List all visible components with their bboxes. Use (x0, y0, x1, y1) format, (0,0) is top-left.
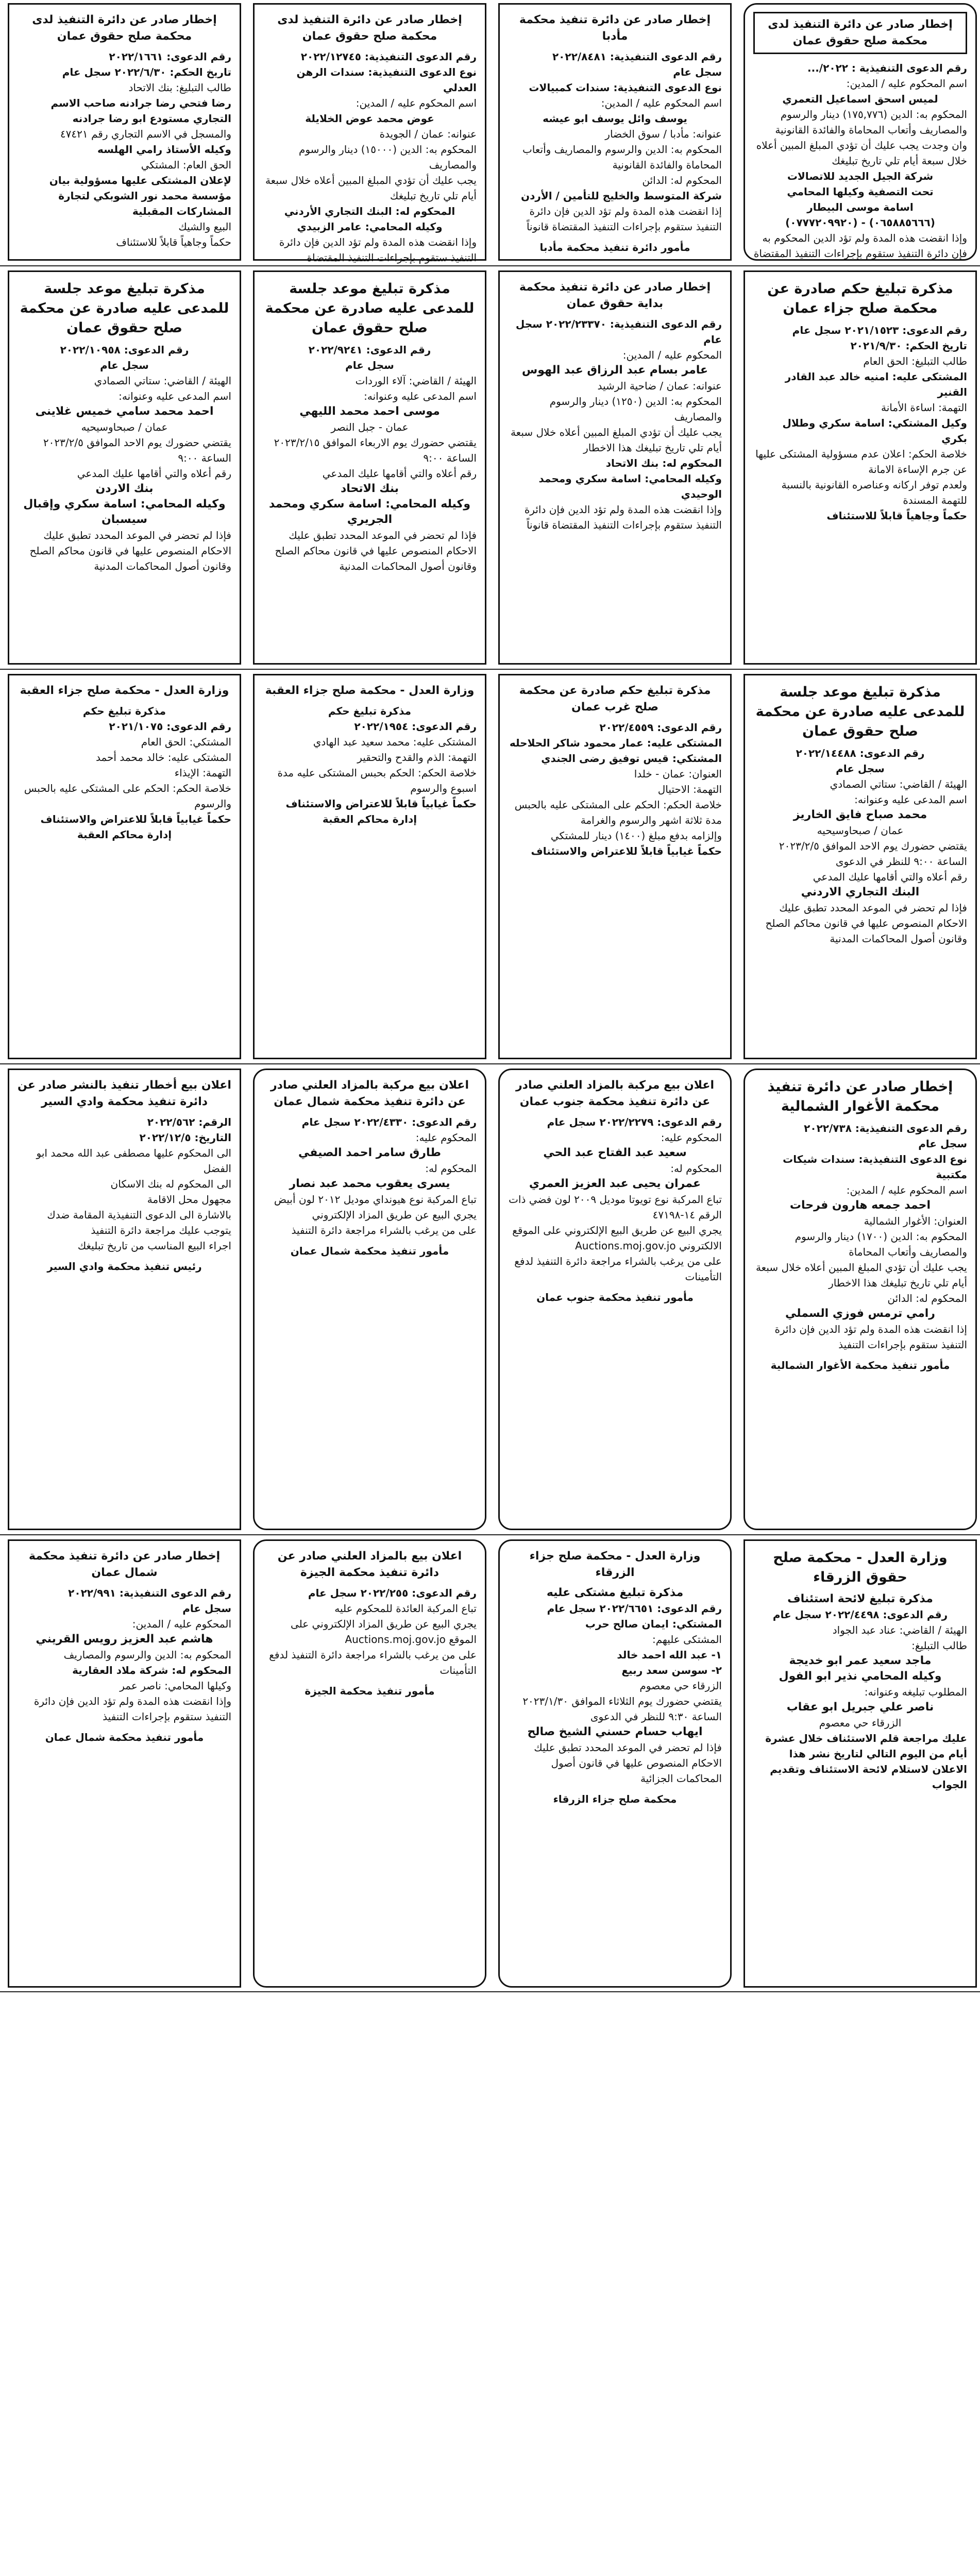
notice-line: اسم المحكوم عليه / المدين: (601, 97, 722, 109)
notice-footer: مأمور تنفيذ محكمة شمال عمان (290, 1245, 449, 1257)
notice-line: عنوانه: مأدبا / سوق الخضار (605, 128, 722, 140)
notice (744, 674, 977, 1059)
notice-line: ولعدم توفر اركانه وعناصره القانونية بالنسبة للتهمة المسندة (781, 479, 967, 506)
notice-line: تباع المركبة العائدة للمحكوم عليه (334, 1602, 477, 1615)
column-1 (740, 0, 980, 2576)
notice-line: إذا انقضت هذه المدة ولم تؤد الدين فإن دائرة التنفيذ ستقوم بإجراءات التنفيذ (774, 1323, 967, 1351)
notice-line: رضا فتحي رضا جرادنه صاحب الاسم التجاري مستودع ابو رضا جرادنه (50, 97, 231, 125)
notice-line: نوع الدعوى التنفيذية: سندات الرهن العدلي (296, 66, 477, 94)
notice-line: وكيله المحامي: عامر الزبيدي (297, 221, 443, 233)
notice-line: رقم الدعوى التنفيذية: ٢٠٢٢/٨٤٨١ (552, 50, 722, 63)
notice-line: المشتكى عليهم: (652, 1633, 722, 1646)
notice-line: الى المحكوم له بنك الاسكان (110, 1178, 231, 1190)
notice-line: المحكوم به: الدين (١٧٠٠) دينار والرسوم والمصاريف وأتعاب المحاماة (795, 1230, 967, 1258)
notice-line: المشتكى عليه: خالد محمد أحمد (96, 751, 231, 764)
notice-line: رقم الدعوى التنفيذية : ٢٠٢٢/... (807, 62, 967, 74)
notice-line: يجب عليك أن تؤدي المبلغ المبين أعلاه خلال سبعة أيام تلي تاريخ تبليغك (265, 174, 477, 202)
notice-line: سجل عام (673, 66, 722, 78)
notice-line: وإلزامه بدفع مبلغ (١٤٠٠) دينار للمشتكي (550, 829, 722, 842)
notice-line: تاريخ الحكم: ٢٠٢١/٩/٣٠ (850, 340, 967, 352)
notice-title: اعلان بيع مركبة بالمزاد العلني صادر عن دائرة تنفيذ محكمة شمال عمان (271, 1079, 469, 1108)
notice-line: الزرقاء حي معصوم (819, 1717, 902, 1729)
notice (253, 270, 486, 665)
notice-line: خلاصة الحكم: الحكم على المشتكى عليه بالحبس مدة ثلاثة اشهر والرسوم والغرامة (514, 799, 722, 826)
notice-line: رقم أعلاه والتي أقامها عليك المدعي (813, 871, 967, 883)
notice-line: طارق سامر احمد الصيفي (298, 1146, 441, 1159)
notice-line: يقتضي حضورك يوم الاربعاء الموافق ٢٠٢٣/٢/١٥ الساعة ٩:٠٠ (274, 436, 477, 464)
notice-line: يقتضي حضورك يوم الاحد الموافق ٢٠٢٣/٢/٥ الساعة ٩:٠٠ (43, 436, 231, 464)
notice-line: يوسف وائل يوسف ابو عيشه (543, 112, 687, 125)
notice-line: الهيئة / القاضي: ستاتي الصمادي (94, 375, 231, 387)
notice (253, 3, 486, 264)
notice-line: رقم الدعوى التنفيذية: ٢٠٢٢/٩٩١ (68, 1587, 231, 1599)
notice-line: وإذا انقضت هذه المدة ولم تؤد الدين المحكوم به فإن دائرة التنفيذ ستقوم بإجراءات التنفيذ المقتضاة (753, 232, 967, 260)
notice-line: المحكوم به: الدين والرسوم والمصاريف (63, 1649, 231, 1661)
notice-footer: مأمور تنفيذ محكمة الأغوار الشمالية (770, 1359, 950, 1371)
notice (744, 3, 977, 261)
notice-line: رامي ترمس فوزي السملي (785, 1307, 935, 1320)
notice-line: حكماً غيابياً قابلاً للاعتراض والاستئناف (285, 798, 477, 810)
notice-line: على من يرغب بالشراء مراجعة دائرة التنفيذ (291, 1224, 477, 1236)
notice-line: إذا انقضت هذه المدة ولم تؤد الدين فإن دائرة التنفيذ ستقوم بإجراءات التنفيذ المقتضاة قانوناً (526, 205, 722, 233)
notice (744, 1069, 977, 1530)
notice-line: بنك الاردن (95, 482, 154, 495)
notice-line: رقم الدعوى: ٢٠٢٢/٦٦٥١ سجل عام (547, 1602, 722, 1615)
notice-line: يجري البيع عن طريق المزاد الإلكتروني (312, 1209, 477, 1221)
notice-line: محمد صباح فايق الخاريز (793, 808, 927, 821)
notice-line: وإذا انقضت هذه المدة ولم تؤد الدين فإن دائرة التنفيذ ستقوم بإجراءات التنفيذ المقتضاة (279, 236, 477, 264)
notice-line: التهمة: الذم والقدح والتحقير (357, 751, 477, 764)
notice-line: خلاصة الحكم: اعلان عدم مسؤولية المشتكى عليها عن جرم الإساءة الامانة (755, 448, 967, 476)
notice (498, 1539, 732, 1988)
notice-line: المحكوم به: الدين (١٢٥٠) دينار والرسوم والمصاريف (549, 395, 722, 423)
notice-line: رقم الدعوى: ٢٠٢٢/٤٥٥٩ (599, 721, 722, 734)
notice-line: اسم المحكوم عليه / المدين: (846, 77, 967, 90)
notice-line: رقم الدعوى: ٢٠٢٢/٤٣٣٠ سجل عام (301, 1116, 477, 1128)
notice-line: ماجد سعيد عمر ابو خديجة (789, 1654, 932, 1667)
notice-line: مذكرة تبليغ مشتكى عليه (546, 1586, 684, 1599)
notice-line: وكيلها المحامي: ناصر عمر (120, 1680, 231, 1692)
notice-line: شركة الجيل الجديد للاتصالات (787, 170, 934, 182)
notice-line: رقم الدعوى التنفيذية: ٢٠٢٢/١٢٧٤٥ (300, 50, 477, 63)
notice-line: على من يرغب بالشراء مراجعة دائرة التنفيذ لدفع التأمينات (514, 1255, 722, 1283)
notice-line: مذكرة تبليغ حكم (82, 705, 166, 717)
notice (8, 674, 241, 1059)
notice-line: اسم المدعى عليه وعنوانه: (119, 390, 231, 402)
notice-line: حكماً غيابياً قابلاً للاعتراض والاستئناف (40, 813, 231, 825)
notice-line: حكماً وجاهياً قابلاً للاستئناف (826, 510, 967, 522)
notice-line: عامر بسام عبد الرزاق عبد الهوس (521, 364, 708, 377)
notice-title: مذكرة تبليغ موعد جلسة للمدعى عليه صادرة عن محكمة صلح حقوق عمان (265, 281, 475, 336)
notice-line: رقم الدعوى: ٢٠٢٢/١٩٥٤ (354, 720, 477, 733)
notice-title: اعلان بيع مركبة بالمزاد العلني صادر عن دائرة تنفيذ محكمة جنوب عمان (516, 1079, 714, 1108)
notice-line: سجل عام (100, 359, 149, 371)
notice-title: وزارة العدل - محكمة صلح جزاء الزرقاء (529, 1550, 701, 1579)
notice-line: اسم المدعى عليه وعنوانه: (854, 793, 967, 806)
notice-line: فإذا لم تحضر في الموعد المحدد تطبق عليك الاحكام المنصوص عليها في قانون أصول المحاكمات الجزائية (534, 1741, 722, 1785)
notice-line: رقم الدعوى: ٢٠٢٢/٩٢٤١ (308, 344, 431, 356)
notice-line: المحكوم به: الدين والرسوم والمصاريف وأتعاب المحاماة والفائدة القانونية (522, 143, 722, 171)
notice-line: رقم الدعوى: ٢٠٢٢/١٤٤٨٨ (796, 747, 925, 759)
notice-line: سجل عام (836, 762, 885, 775)
notice-line: التهمة: الإيذاء (174, 767, 231, 779)
notice-line: يقتضي حضورك يوم الاحد الموافق ٢٠٢٣/٢/٥ الساعة ٩:٠٠ للنظر في الدعوى (779, 840, 967, 868)
notice-line: اسم المحكوم عليه / المدين: (356, 97, 477, 109)
notice-line: التهمة: اساءة الأمانة (881, 401, 967, 414)
notice-line: (٠٦٥٨٨٥٦٦٦) - (٠٧٧٧٢٠٩٩٢٠) (785, 216, 935, 229)
notice-footer: رئيس تنفيذ محكمة وادي السير (47, 1260, 202, 1273)
notice-line: مذكرة تبليغ لائحة استئناف (787, 1592, 933, 1605)
notice-line: اجراء البيع المناسب من تاريخ تبليغك (77, 1240, 231, 1252)
notice-line: البيع والشيك (178, 221, 231, 233)
notice-line: اسم المدعى عليه وعنوانه: (364, 390, 477, 402)
notice (8, 270, 241, 665)
notice-line: سجل عام (182, 1602, 231, 1615)
notice-line: وكيله المحامي نذير ابو الفول (779, 1670, 942, 1683)
notice-title: إخطار صادر عن دائرة التنفيذ لدى محكمة صلح حقوق عمان (277, 13, 462, 43)
notice-line: شركة المتوسط والخليج للتأمين / الأردن (521, 190, 722, 202)
notice-line: يجري البيع عن طريق المزاد الإلكتروني على الموقع Auctions.moj.gov.jo (290, 1618, 477, 1646)
notice-line: سعيد عبد الفتاح عبد الحي (543, 1146, 687, 1159)
notice-line: رقم الدعوى: ٢٠٢١/١٠٧٥ (109, 720, 231, 733)
notice-line: المحكوم عليه: (661, 1131, 722, 1144)
notice (744, 1539, 977, 1988)
notice-line: رقم الدعوى: ٢٠٢٢/٢٥٥ سجل عام (308, 1587, 477, 1599)
notice (253, 1539, 486, 1988)
notice-footer: مأمور تنفيذ محكمة الجيزة (305, 1685, 435, 1697)
notice-line: هاشم عبد العزيز رويس القريني (36, 1633, 213, 1646)
notice (498, 270, 732, 665)
notice-title: إخطار صادر عن دائرة تنفيذ محكمة شمال عمان (28, 1550, 221, 1579)
notice-line: ايهاب حسام حسني الشيخ صالح (527, 1725, 703, 1738)
notice-line: وكيله المحامي: اسامة سكري ومحمد الوحيدي (538, 472, 722, 500)
notice-line: احمد جمعه هارون فرحات (789, 1199, 931, 1212)
notice-line: عمران يحيى عبد العزيز العمري (529, 1177, 701, 1190)
notice-line: المحكوم له: (670, 1162, 722, 1175)
notice (8, 1539, 241, 1988)
notice (8, 3, 241, 261)
notice-line: المحكوم عليه / المدين: (622, 349, 722, 361)
notice-line: ناصر علي جبريل ابو عقاب (786, 1701, 934, 1714)
notice-footer: مأمور دائرة تنفيذ محكمة مأدبا (539, 241, 690, 253)
notice-line: مذكرة تبليغ حكم (328, 705, 412, 717)
column-4 (5, 0, 244, 2576)
notice-line: إدارة محاكم العقبة (322, 813, 417, 825)
notice-line: سجل عام (918, 1138, 967, 1150)
notice-line: المشتكي: قيس توفيق رضى الجندي (541, 752, 722, 765)
notice-title: إخطار صادر عن دائرة تنفيذ محكمة الأغوار الشمالية (767, 1079, 953, 1114)
notice-line: اسامة موسى البيطار (807, 201, 914, 213)
notice-line: وكيله المحامي: اسامة سكري ومحمد الجريري (268, 498, 471, 526)
notice-line: الزرقاء حي معصوم (639, 1680, 722, 1692)
notice-line: عليك مراجعة قلم الاستئناف خلال عشرة أيام من اليوم التالي لتاريخ نشر هذا الاعلان لاستلام لائحة الاستئناف وتقديم الجواب (765, 1732, 967, 1791)
notice (253, 1069, 486, 1530)
notice-line: وكيله الأستاذ رامي الهلسه (97, 143, 231, 156)
notice-line: عوض محمد عوض الخلايلة (305, 112, 434, 125)
notice-title: مذكرة تبليغ حكم صادرة عن محكمة صلح جزاء عمان (767, 281, 953, 316)
notice-line: العنوان: الأغوار الشمالية (864, 1215, 967, 1227)
notice-title: وزارة العدل - محكمة صلح حقوق الزرقاء (773, 1550, 948, 1585)
notice-line: المشتكى عليه: امنيه خالد عبد القادر القنير (785, 370, 967, 398)
notice-line: يجب عليك أن تؤدي المبلغ المبين أعلاه خلال سبعة أيام تلي تاريخ تبليغك هذا الاخطار (755, 1261, 967, 1289)
notice-line: المطلوب تبليغه وعنوانه: (864, 1686, 967, 1698)
notice (8, 1069, 241, 1530)
notice-title: إخطار صادر عن دائرة التنفيذ لدى محكمة صلح حقوق عمان (32, 13, 217, 43)
notice-line: رقم الدعوى: ٢٠٢٢/١٦٦١ (109, 50, 231, 63)
notice-line: المحكوم به: الدين (١٧٥,٧٧٦) دينار والرسوم والمصاريف وأتعاب المحاماة والفائدة القانونية (775, 108, 967, 136)
notice-line: الى المحكوم عليها مصطفى عبد الله محمد ابو الفضل (36, 1147, 231, 1175)
notice-line: المحكوم به: الدين (١٥٠٠٠) دينار والرسوم والمصاريف (298, 143, 477, 171)
notice-line: عمان / صبحاوسيحيه (817, 824, 904, 837)
notice-line: خلاصة الحكم: الحكم بحبس المشتكى عليه مدة اسبوع والرسوم (277, 767, 477, 794)
notice-line: إدارة محاكم العقبة (77, 828, 172, 841)
notice-footer: مأمور تنفيذ محكمة جنوب عمان (536, 1291, 694, 1303)
notice-line: بنك الاتحاد (341, 482, 399, 495)
column-3 (250, 0, 489, 2576)
notice-line: البنك التجاري الاردني (801, 886, 920, 899)
notice-line: رقم الدعوى: ٢٠٢٢/١٠٩٥٨ (60, 344, 189, 356)
notice-line: المحكوم له: (425, 1162, 477, 1175)
notice-line: فإذا لم تحضر في الموعد المحدد تطبق عليك الاحكام المنصوص عليها في قانون محاكم الصلح وقانون أصول المحاكمات المدنية (275, 529, 477, 572)
notice-line: رقم الدعوى: ٢٠٢١/١٥٢٣ سجل عام (792, 324, 967, 336)
notice-line: بالاشارة الى الدعوى التنفيذية المقامة ضدك يتوجب عليك مراجعة دائرة التنفيذ (47, 1209, 231, 1236)
notice-line: الهيئة / القاضي: عناد عبد الجواد (832, 1624, 967, 1636)
notice-line: يجب عليك أن تؤدي المبلغ المبين أعلاه خلال سبعة أيام تلي تاريخ تبليغك هذا الاخطار (510, 426, 722, 454)
notice-line: المحكوم له: البنك التجاري الأردني (284, 205, 455, 217)
notice-line: اسم المحكوم عليه / المدين: (846, 1184, 967, 1196)
notice-line: المشتكى عليه: عمار محمود شاكر الحلاحله (509, 737, 722, 749)
notice-line: عمان - جبل النصر (331, 421, 409, 433)
notice-line: يقتضي حضورك يوم الثلاثاء الموافق ٢٠٢٣/١/٣٠ الساعة ٩:٣٠ للنظر في الدعوى (522, 1695, 722, 1723)
notice-line: وان وجدت يجب عليك أن تؤدي المبلغ المبين أعلاه خلال سبعة أيام تلي تاريخ تبليغك (756, 139, 967, 167)
notice-title: إخطار صادر عن دائرة تنفيذ محكمة مأدبا (519, 13, 711, 43)
notice-line: التهمة: الاحتيال (657, 783, 722, 795)
notice-line: رقم الدعوى: ٢٠٢٢/٤٤٩٨ سجل عام (772, 1608, 948, 1621)
notice-line: تاريخ الحكم: ٢٠٢٢/٦/٣٠ سجل عام (62, 66, 231, 78)
notice-line: المشتكى عليه: محمد سعيد عبد الهادي (313, 736, 477, 748)
notice-line: المحكوم له: الدائن (887, 1292, 967, 1304)
notice-line: وكيله المحامي: اسامة سكري وإقبال سيسبان (23, 498, 226, 526)
notice-line: المشتكي: ايمان صالح حرب (585, 1618, 722, 1630)
notice-line: على من يرغب بالشراء مراجعة دائرة التنفيذ لدفع التأمينات (269, 1649, 477, 1676)
notice-line: احمد محمد سامي خميس غلاينى (35, 405, 214, 418)
notice-line: خلاصة الحكم: الحكم على المشتكى عليه بالحبس والرسوم (24, 782, 231, 810)
notice-line: المحكوم له: الدائن (642, 174, 722, 187)
notice-title: إخطار صادر عن دائرة التنفيذ لدى محكمة صلح حقوق عمان (753, 12, 967, 54)
notice-line: موسى احمد محمد الليهي (299, 405, 440, 418)
notice-title: مذكرة تبليغ موعد جلسة للمدعى عليه صادرة عن محكمة صلح حقوق عمان (755, 684, 965, 739)
notice-line: المحكوم له: شركة ملاد العقارية (72, 1664, 231, 1676)
notice-line: رقم أعلاه والتي أقامها عليك المدعي (322, 467, 477, 480)
notice-line: طالب التبليغ: بنك الاتحاد (128, 81, 231, 94)
notice-line: رقم الدعوى التنفيذية: ٢٠٢٢/٢٣٣٧٠ سجل عام (515, 318, 722, 346)
notice-line: ١- عبد الله احمد خالد (617, 1649, 722, 1661)
notice-line: نوع الدعوى التنفيذية: سندات شيكات مكتبية (783, 1153, 967, 1181)
notice-line: فإذا لم تحضر في الموعد المحدد تطبق عليك الاحكام المنصوص عليها في قانون محاكم الصلح وقانون أصول المحاكمات المدنية (29, 529, 231, 572)
notice-footer: محكمة صلح جزاء الزرقاء (553, 1793, 677, 1805)
notice-line: حكماً غيابياً قابلاً للاعتراض والاستئناف (531, 845, 722, 857)
notice-line: تباع المركبة نوع تويوتا موديل ٢٠٠٩ لون فضي ذات الرقم ١٤-٤٧١٩٨ (509, 1193, 722, 1221)
notice-line: رقم الدعوى التنفيذية: ٢٠٢٢/٧٣٨ (804, 1122, 967, 1134)
notice-line: طالب التبليغ: (911, 1639, 967, 1652)
notice-line: رقم الدعوى: ٢٠٢٢/٢٢٧٩ سجل عام (547, 1116, 722, 1128)
notice-line: المحكوم عليه: (415, 1131, 477, 1144)
notice-line: الحق العام: المشتكي (141, 159, 231, 171)
notice-line: حكماً وجاهياً قابلاً للاستئناف (116, 236, 231, 248)
notice-line: المحكوم عليه / المدين: (132, 1618, 231, 1630)
notice-line: والمسجل في الاسم التجاري رقم ٤٧٤٢١ (60, 128, 231, 140)
notice-line: نوع الدعوى التنفيذية: سندات كمبيالات (529, 81, 722, 94)
notice-line: العنوان: عمان - خلدا (634, 768, 722, 780)
notice-line: الهيئة / القاضي: ستاتي الصمادي (830, 778, 967, 790)
notice-line: يسرى يعقوب محمد عبد نصار (289, 1177, 450, 1190)
notice (498, 1069, 732, 1530)
notice-line: الرقم: ٢٠٢٢/٥٦٢ (147, 1116, 231, 1128)
notice-title: وزارة العدل - محكمة صلح جزاء العقبة (265, 684, 475, 697)
notice-line: تباع المركبة نوع هيونداي موديل ٢٠١٢ لون أبيض (274, 1193, 477, 1206)
notice-title: اعلان بيع بالمزاد العلني صادر عن دائرة تنفيذ محكمة الجيزة (277, 1550, 462, 1579)
notice-line: سجل عام (345, 359, 394, 371)
notice-line: لإعلان المشتكى عليها مسؤولية بيان مؤسسة محمد نور الشوبكي لتجارة المشاركات المقبلية (49, 174, 231, 217)
column-2 (495, 0, 735, 2576)
notice-line: المحكوم له: بنك الاتحاد (605, 457, 722, 469)
notice-title: اعلان بيع أخطار تنفيذ بالنشر صادر عن دائرة تنفيذ محكمة وادي السير (18, 1079, 231, 1108)
notice-line: يجري البيع عن طريق البيع الإلكتروني على الموقع الالكتروني Auctions.moj.gov.jo (512, 1224, 722, 1252)
notice-title: مذكرة تبليغ حكم صادرة عن محكمة صلح غرب عمان (519, 684, 711, 714)
notice (498, 674, 732, 1059)
notice-line: عنوانه: عمان / الجويدة (379, 128, 477, 140)
notice-line: وكيل المشتكي: اسامة سكري وطلال بكري (782, 417, 967, 445)
notice-footer: مأمور تنفيذ محكمة شمال عمان (45, 1731, 204, 1743)
notice-line: التاريخ: ٢٠٢٢/١٢/٥ (139, 1131, 231, 1144)
notice-line: مجهول محل الاقامة (147, 1193, 231, 1206)
notice-title: إخطار صادر عن دائرة تنفيذ محكمة بداية حقوق عمان (519, 281, 711, 310)
notice (744, 270, 977, 665)
notice-line: فإذا لم تحضر في الموعد المحدد تطبق عليك الاحكام المنصوص عليها في قانون محاكم الصلح وقانون أصول المحاكمات المدنية (765, 902, 967, 945)
notice-line: وإذا انقضت هذه المدة ولم تؤد الدين فإن دائرة التنفيذ ستقوم بإجراءات التنفيذ (33, 1695, 231, 1723)
notice (498, 3, 732, 261)
notice-line: لميس اسحق اسماعيل التعمري (782, 93, 938, 105)
notice-line: وإذا انقضت هذه المدة ولم تؤد الدين فإن دائرة التنفيذ ستقوم بإجراءات التنفيذ المقتضاة قانوناً (524, 503, 722, 531)
notice-line: الهيئة / القاضي: آلاء الوردات (355, 375, 477, 387)
notice-line: عمان / صبحاوسيحيه (81, 421, 168, 433)
notice-line: المشتكي: الحق العام (141, 736, 231, 748)
notice-line: رقم أعلاه والتي أقامها عليك المدعي (77, 467, 231, 480)
notice-line: عنوانه: عمان / ضاحية الرشيد (597, 380, 722, 392)
notice-line: تحت التصفية وكيلها المحامي (787, 185, 934, 198)
notice-line: ٢- سوسن سعد ربيع (621, 1664, 722, 1676)
notice-title: وزارة العدل - محكمة صلح جزاء العقبة (20, 684, 229, 697)
notice-title: مذكرة تبليغ موعد جلسة للمدعى عليه صادرة عن محكمة صلح حقوق عمان (20, 281, 229, 336)
notice-line: طالب التبليغ: الحق العام (863, 355, 967, 367)
notice (253, 674, 486, 1059)
